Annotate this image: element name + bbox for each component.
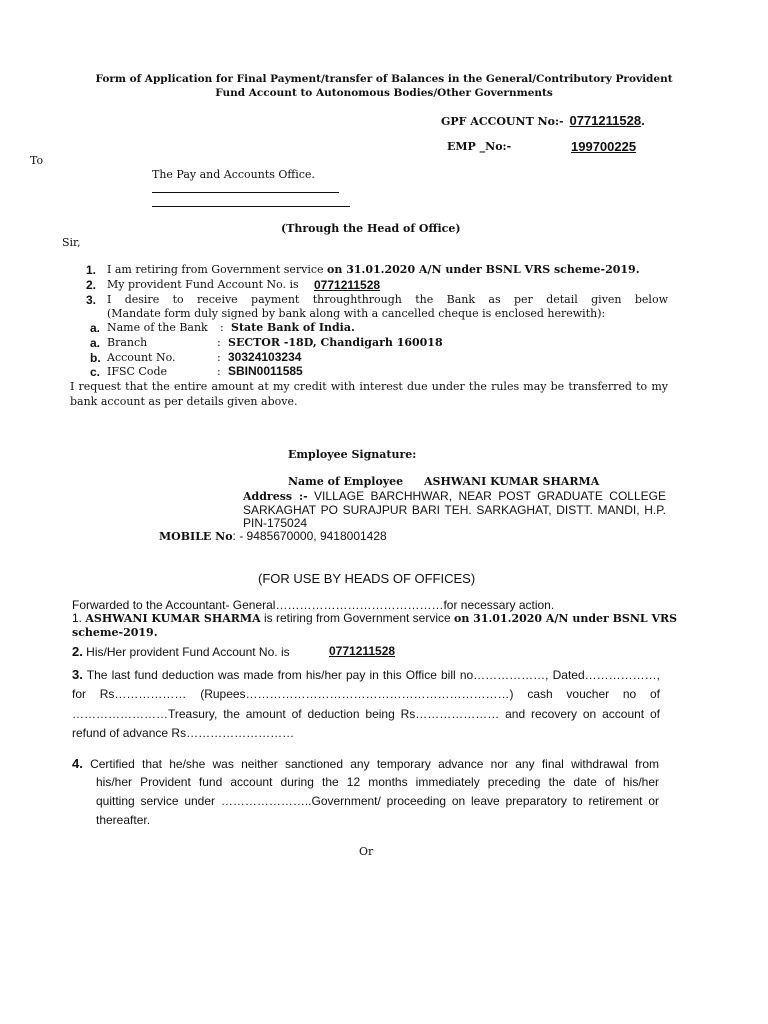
item-2-text: My provident Fund Account No. is bbox=[107, 278, 299, 291]
address-line-2 bbox=[152, 206, 350, 207]
forwarded-line: Forwarded to the Accountant- General……………………………………for necessary action. bbox=[72, 598, 555, 612]
address-line-1 bbox=[152, 192, 339, 193]
gpf-account-label: GPF ACCOUNT No:- bbox=[441, 115, 564, 128]
item-3-number: 3. bbox=[86, 293, 97, 307]
heads-of-offices-heading: (FOR USE BY HEADS OF OFFICES) bbox=[258, 571, 476, 586]
request-line-1: I request that the entire amount at my credit with interest due under the rules may be transferred to my bbox=[70, 380, 668, 393]
item-1-bold: on 31.01.2020 A/N under BSNL VRS scheme-2019. bbox=[327, 263, 640, 276]
heads-para-4-line4: thereafter. bbox=[96, 813, 151, 827]
heads-para-4-line3: quitting service under …………………..Government/ proceeding on leave preparatory to retirement or bbox=[96, 794, 659, 808]
item-1-text bbox=[107, 263, 640, 276]
heads-para-1-line1 bbox=[72, 611, 677, 625]
heads-para-2 bbox=[72, 644, 290, 659]
account-letter: b. bbox=[90, 351, 101, 365]
address-line3: PIN-175024 bbox=[243, 516, 308, 530]
branch-letter: a. bbox=[90, 336, 101, 350]
gpf-account-number: 0771211528 bbox=[569, 113, 642, 128]
or-separator: Or bbox=[359, 845, 374, 858]
account-value: 30324103234 bbox=[228, 350, 302, 364]
address-line1: VILLAGE BARCHHWAR, NEAR POST GRADUATE COLLEGE bbox=[307, 489, 666, 503]
heads-para-4-line1 bbox=[72, 756, 659, 771]
address-line2: SARKAGHAT PO SURAJPUR BARI TEH. SARKAGHAT, DISTT. MANDI, H.P. bbox=[243, 503, 666, 517]
form-title-line2: Fund Account to Autonomous Bodies/Other Governments bbox=[215, 87, 553, 99]
mobile-row bbox=[159, 529, 387, 544]
employee-name-value: ASHWANI KUMAR SHARMA bbox=[424, 475, 600, 488]
heads-para-4-number: 4. bbox=[72, 756, 83, 771]
employee-signature-label: Employee Signature: bbox=[288, 448, 417, 461]
item-2-number: 2. bbox=[86, 278, 97, 292]
to-label: To bbox=[30, 154, 44, 167]
ifsc-letter: c. bbox=[90, 365, 101, 379]
address-line1-row bbox=[243, 489, 666, 503]
heads-para-2-text: His/Her provident Fund Account No. is bbox=[82, 645, 290, 659]
mobile-label: MOBILE No bbox=[159, 530, 233, 543]
heads-para-3-line4: refund of advance Rs……………………… bbox=[72, 726, 295, 740]
heads-para-2-pf-account: 0771211528 bbox=[329, 644, 396, 658]
emp-number-value: 199700225 bbox=[571, 139, 637, 154]
heads-para-1-text: is retiring from Government service bbox=[260, 611, 454, 625]
heads-para-1-name: ASHWANI KUMAR SHARMA bbox=[85, 612, 261, 625]
request-line-2: bank account as per details given above. bbox=[70, 395, 298, 408]
branch-label: Branch bbox=[107, 336, 148, 349]
heads-para-3-text1: The last fund deduction was made from his/her pay in this Office bill no………………, Dated………………, bbox=[82, 668, 660, 682]
heads-para-2-number: 2. bbox=[72, 644, 83, 659]
heads-para-4-text1: Certified that he/she was neither sanctioned any temporary advance nor any final withdrawal from bbox=[82, 757, 659, 771]
heads-para-3-line3: ……………………Treasury, the amount of deduction being Rs………………… and recovery on account of bbox=[72, 707, 660, 721]
employee-name-label: Name of Employee bbox=[288, 475, 404, 488]
heads-para-1-bold: on 31.01.2020 A/N under BSNL VRS bbox=[454, 612, 678, 625]
bank-name-sep: : bbox=[220, 321, 224, 334]
form-title-line1: Form of Application for Final Payment/transfer of Balances in the General/Contributory Provident bbox=[95, 73, 673, 85]
heads-para-1-number: 1. bbox=[72, 611, 86, 625]
bank-letter: a. bbox=[90, 321, 101, 335]
item-1-plain: I am retiring from Government service bbox=[107, 263, 328, 276]
account-sep: : bbox=[217, 351, 221, 364]
bank-name-label: Name of the Bank bbox=[107, 321, 208, 334]
pay-accounts-office: The Pay and Accounts Office. bbox=[152, 168, 315, 181]
heads-para-3-number: 3. bbox=[72, 667, 83, 682]
item-3-text: I desire to receive payment throughthrough the Bank as per detail given below bbox=[107, 293, 668, 306]
emp-number-label: EMP _No:- bbox=[447, 140, 512, 153]
item-3-note: (Mandate form duly signed by bank along with a cancelled cheque is enclosed herewith): bbox=[107, 307, 606, 320]
account-label: Account No. bbox=[107, 351, 176, 364]
heads-para-3-line1 bbox=[72, 667, 660, 682]
gpf-account-tail: . bbox=[641, 115, 645, 128]
ifsc-value: SBIN0011585 bbox=[228, 364, 303, 378]
through-head-of-office: (Through the Head of Office) bbox=[281, 222, 461, 235]
heads-para-3-line2: for Rs……………… (Rupees…………………………………………………………) cash voucher no of bbox=[72, 687, 660, 701]
gpf-account-row bbox=[441, 113, 645, 128]
item-1-number: 1. bbox=[86, 263, 97, 277]
address-label: Address :- bbox=[243, 490, 308, 503]
salutation: Sir, bbox=[62, 236, 81, 249]
ifsc-sep: : bbox=[217, 365, 221, 378]
ifsc-label: IFSC Code bbox=[107, 365, 168, 378]
mobile-value: : - 9485670000, 9418001428 bbox=[232, 529, 387, 543]
branch-value: SECTOR -18D, Chandigarh 160018 bbox=[228, 336, 443, 349]
heads-para-1-line2: scheme-2019. bbox=[72, 626, 158, 639]
branch-sep: : bbox=[217, 336, 221, 349]
item-2-pf-account: 0771211528 bbox=[314, 278, 381, 292]
bank-name-value: State Bank of India. bbox=[231, 321, 355, 334]
heads-para-4-line2: his/her Provident fund account during the 12 months immediately preceding the date of his/her bbox=[96, 775, 659, 789]
form-title bbox=[40, 72, 728, 100]
